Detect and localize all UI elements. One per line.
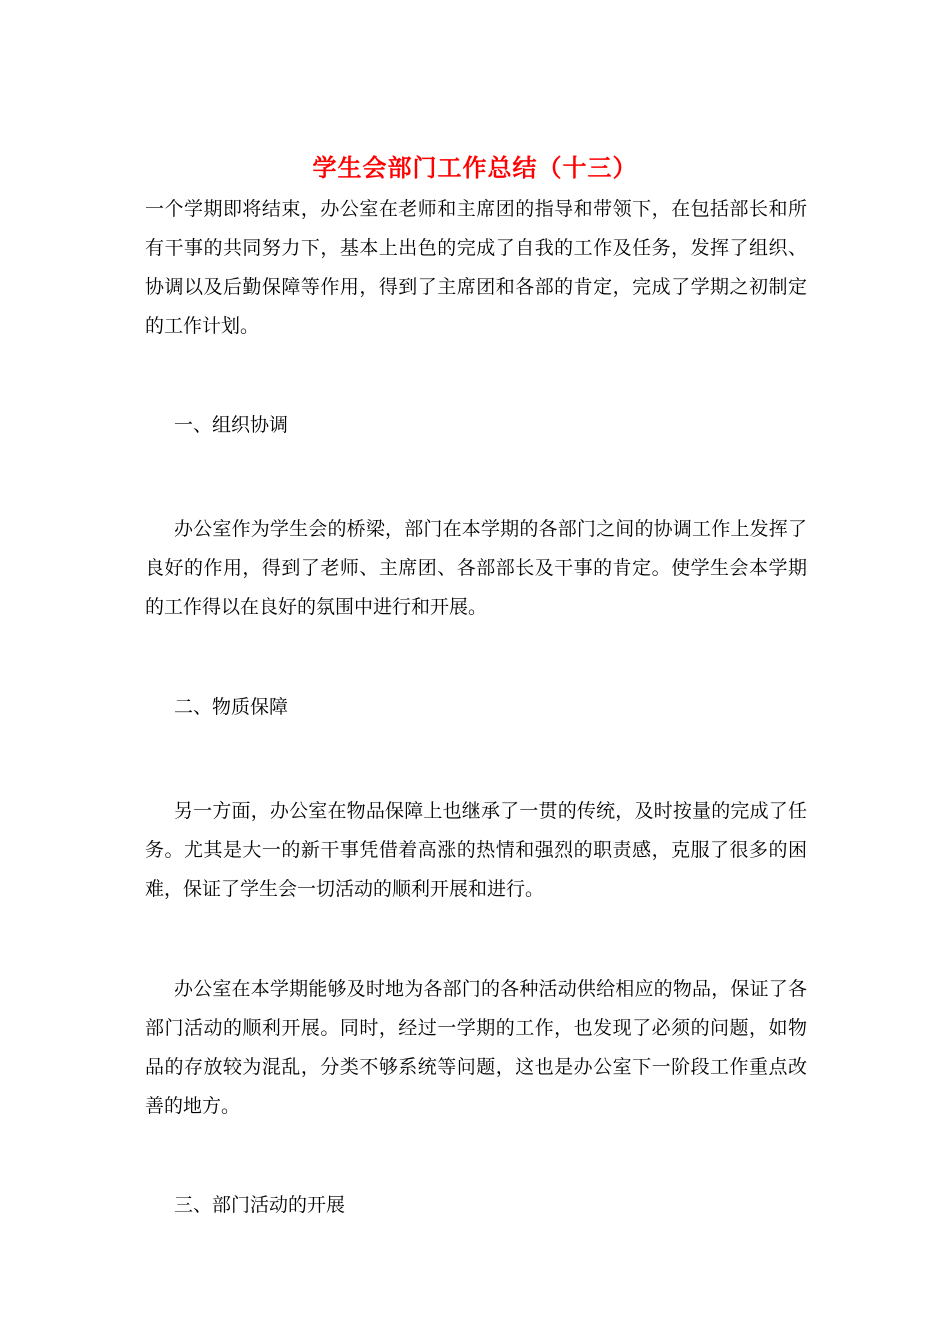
section-2-paragraph-1: 另一方面，办公室在物品保障上也继承了一贯的传统，及时按量的完成了任务。尤其是大一的新干事凭借着高涨的热情和强烈的职责感，克服了很多的困难，保证了学生会一切活动的顺利开展和进行。 bbox=[145, 800, 807, 900]
section-heading-2: 二、物质保障 bbox=[174, 696, 289, 718]
section-heading-3: 三、部门活动的开展 bbox=[174, 1194, 346, 1216]
section-1-paragraph: 办公室作为学生会的桥梁，部门在本学期的各部门之间的协调工作上发挥了良好的作用，得到了老师、主席团、各部部长及干事的肯定。使学生会本学期的工作得以在良好的氛围中进行和开展。 bbox=[145, 518, 807, 618]
section-2-paragraph-2: 办公室在本学期能够及时地为各部门的各种活动供给相应的物品，保证了各部门活动的顺利开展。同时，经过一学期的工作，也发现了必须的问题，如物品的存放较为混乱，分类不够系统等问题，这也是办公室下一阶段工作重点改善的地方。 bbox=[145, 978, 807, 1117]
document-title: 学生会部门工作总结（十三） bbox=[312, 154, 638, 182]
intro-paragraph: 一个学期即将结束，办公室在老师和主席团的指导和带领下，在包括部长和所有干事的共同努力下，基本上出色的完成了自我的工作及任务，发挥了组织、协调以及后勤保障等作用，得到了主席团和各部的肯定，完成了学期之初制定的工作计划。 bbox=[145, 198, 807, 337]
section-heading-1: 一、组织协调 bbox=[174, 414, 289, 436]
